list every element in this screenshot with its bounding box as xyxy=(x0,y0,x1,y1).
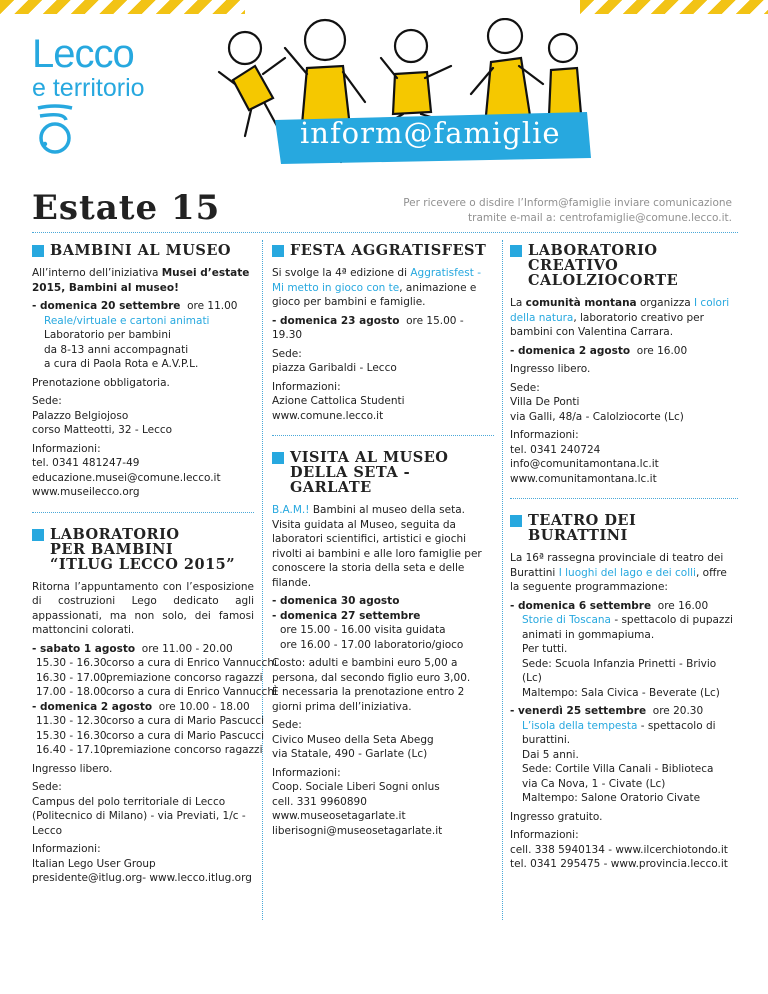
section-title: LABORATORIO PER BAMBINI “ITLUG LECCO 2015” xyxy=(50,525,236,573)
show1-title: Storie di Toscana xyxy=(522,614,611,626)
show2-details: Dai 5 anni. Sede: Cortile Villa Canali - Biblioteca via Ca Nova, 1 - Civate (Lc) Maltempo: Salone Oratorio Civate xyxy=(522,748,714,804)
entry-note: Ingresso libero. xyxy=(510,363,591,375)
event-title: Reale/virtuale e cartoni animati xyxy=(44,314,210,327)
show1-time: ore 16.00 xyxy=(657,599,709,612)
event-details: Laboratorio per bambini da 8-13 anni accompagnati a cura di Paola Rota e A.V.P.L. xyxy=(44,329,199,370)
info: Informazioni: tel. 0341 240724 info@comunitamontana.lc.it www.comunitamontana.lc.it xyxy=(510,429,659,485)
section-square-icon xyxy=(272,245,284,257)
schedule-row xyxy=(32,729,265,744)
section-header xyxy=(510,513,738,543)
intro-text: Bambini al museo della seta. Visita guidata al Museo, seguita da laboratori scientifici, artistici e giochi rivolti ai bambini e alle loro famiglie per conoscere la storia della seta e delle filande. xyxy=(272,504,482,589)
contact-line-1: Per ricevere o disdire l’Inform@famiglie inviare comunicazione xyxy=(403,197,732,209)
intro-text: organizza xyxy=(636,297,694,309)
section-square-icon xyxy=(510,245,522,257)
column-3 xyxy=(510,243,738,876)
section-intro xyxy=(32,266,254,295)
day1-date: - sabato 1 agosto xyxy=(32,642,136,655)
venue: Sede: Campus del polo territoriale di Lecco (Politecnico di Milano) - via Previati, 1/c - Lecco xyxy=(32,781,246,837)
row-activity: corso a cura di Enrico Vannucchi xyxy=(106,686,277,698)
info: Informazioni: Italian Lego User Group presidente@itlug.org- www.lecco.itlug.org xyxy=(32,843,252,884)
section-title: VISITA AL MUSEO DELLA SETA - GARLATE xyxy=(290,449,449,496)
section-title: BAMBINI AL MUSEO xyxy=(50,242,232,259)
intro-text: All’interno dell’iniziativa xyxy=(32,267,159,279)
top-stripe-left xyxy=(0,0,245,14)
intro-highlight: comunità montana xyxy=(525,297,637,309)
show2-title: L’isola della tempesta xyxy=(522,719,638,732)
top-stripe-right xyxy=(580,0,768,14)
cost-note: Costo: adulti e bambini euro 5,00 a persona, dal secondo figlio euro 3,00. È necessaria la prenotazione entro 2 giorni prima dell’iniziativa. xyxy=(272,657,471,713)
section-header xyxy=(32,527,254,572)
schedule-row xyxy=(32,671,263,686)
intro-text: , offre la seguente programmazione: xyxy=(510,566,727,593)
show2-date: - venerdì 25 settembre xyxy=(510,705,647,717)
show1-title-line xyxy=(510,613,738,628)
intro-text: Si svolge la 4ª edizione di xyxy=(272,267,407,279)
day1-time: ore 11.00 - 20.00 xyxy=(141,642,233,655)
section-square-icon xyxy=(272,452,284,464)
event-date-1: - domenica 30 agosto xyxy=(272,595,400,607)
day2-time: ore 10.00 - 18.00 xyxy=(158,700,250,713)
row-time: 11.30 - 12.30 xyxy=(36,715,107,727)
show1-desc: - spettacolo di pupazzi xyxy=(610,614,733,626)
day1-line xyxy=(32,642,254,657)
event-date: - domenica 20 settembre xyxy=(32,300,181,312)
intro-highlight: I luoghi del lago e dei colli xyxy=(558,566,696,579)
section-intro xyxy=(272,503,494,590)
event-date-2: - domenica 27 settembre xyxy=(272,609,421,622)
row-time: 15.30 - 16.30 xyxy=(36,729,107,742)
section-lego xyxy=(32,525,277,886)
event-time: ore 11.00 xyxy=(187,300,238,312)
schedule-row xyxy=(32,714,265,729)
column-1 xyxy=(32,242,277,890)
venue: Sede: piazza Garibaldi - Lecco xyxy=(272,347,397,374)
section-header xyxy=(32,243,254,258)
section-museo xyxy=(32,243,254,500)
section-divider xyxy=(32,512,254,513)
section-intro xyxy=(272,266,494,310)
row-activity: corso a cura di Enrico Vannucchi xyxy=(106,657,277,669)
row-time: 15.30 - 16.30 xyxy=(36,657,107,669)
section-burattini xyxy=(510,513,738,872)
show2-desc: - spettacolo di burattini. xyxy=(522,719,716,746)
row-activity: corso a cura di Mario Pascucci xyxy=(106,715,265,727)
contact-line-2: tramite e-mail a: centrofamiglie@comune.lecco.it. xyxy=(468,212,732,224)
day1-schedule xyxy=(32,656,277,700)
section-intro xyxy=(510,296,738,340)
schedule-row xyxy=(32,656,277,671)
event-time: ore 15.00 - 19.30 xyxy=(272,314,464,341)
section-header xyxy=(272,450,494,495)
section-title: FESTA AGGRATISFEST xyxy=(290,242,487,259)
section-square-icon xyxy=(32,529,44,541)
intro-highlight: B.A.M.! xyxy=(272,504,310,516)
page-title: Estate 15 xyxy=(32,188,221,228)
info: Informazioni: Azione Cattolica Studenti www.comune.lecco.it xyxy=(272,380,405,422)
day2-line xyxy=(32,700,254,715)
row-activity: corso a cura di Mario Pascucci xyxy=(106,729,265,742)
event-date: - domenica 2 agosto xyxy=(510,344,631,357)
column-divider-2 xyxy=(502,240,503,920)
venue: Sede: Villa De Ponti via Galli, 48/a - Calolziocorte (Lc) xyxy=(510,381,684,423)
event-time: ore 16.00 xyxy=(636,344,688,357)
column-2 xyxy=(272,243,494,842)
intro-text: La 16ª rassegna provinciale di teatro dei Burattini xyxy=(510,552,724,579)
intro-highlight: Aggratisfest - Mi metto in gioco con te xyxy=(272,267,481,294)
row-activity: premiazione concorso ragazzi xyxy=(106,671,263,684)
day2-schedule xyxy=(32,714,265,758)
section-intro: Ritorna l’appuntamento con l’esposizione di costruzioni Lego dedicato agli appassionati, ma non solo, dei famosi mattoncini colorati. xyxy=(32,580,254,636)
show2-title-line xyxy=(510,719,738,748)
info: Informazioni: tel. 0341 481247-49 educazione.musei@comune.lecco.it www.museilecco.org xyxy=(32,442,221,498)
event-date-line xyxy=(272,314,494,343)
section-header xyxy=(272,243,494,258)
show1-date: - domenica 6 settembre xyxy=(510,599,652,612)
intro-text: , laboratorio creativo per bambini con Valentina Carrara. xyxy=(510,311,704,338)
section-title: LABORATORIO CREATIVO CALOLZIOCORTE xyxy=(528,242,679,289)
section-title: TEATRO DEI BURATTINI xyxy=(528,512,637,544)
intro-text: , animazione e gioco per bambini e famiglie. xyxy=(272,281,477,308)
show2-time: ore 20.30 xyxy=(652,705,704,717)
brand-title: Lecco xyxy=(32,32,134,76)
schedule-row xyxy=(32,685,277,700)
info: Informazioni: Coop. Sociale Liberi Sogni onlus cell. 331 9960890 www.museosetagarlate.it liberisogni@museosetagarlate.it xyxy=(272,766,443,837)
entry-note: Ingresso gratuito. xyxy=(510,810,603,823)
show1-line xyxy=(510,599,738,614)
brand-subtitle: e territorio xyxy=(32,74,145,102)
section-divider xyxy=(510,498,738,499)
venue: Sede: Civico Museo della Seta Abegg via Statale, 490 - Garlate (Lc) xyxy=(272,719,434,760)
event-date: - domenica 23 agosto xyxy=(272,314,400,327)
section-square-icon xyxy=(32,245,44,257)
section-fest xyxy=(272,243,494,423)
header-divider xyxy=(32,232,738,233)
section-intro xyxy=(510,551,738,595)
venue: Sede: Palazzo Belgiojoso corso Matteotti, 32 - Lecco xyxy=(32,395,173,436)
section-seta xyxy=(272,450,494,838)
day2-date: - domenica 2 agosto xyxy=(32,700,153,713)
row-time: 17.00 - 18.00 xyxy=(36,686,107,698)
event-date-line xyxy=(510,344,738,359)
section-header xyxy=(510,243,738,288)
intro-highlight: Musei d’estate 2015, Bambini al museo! xyxy=(32,267,250,294)
event-schedule: ore 15.00 - 16.00 visita guidata ore 16.00 - 17.00 laboratorio/gioco xyxy=(280,624,464,651)
show2-line xyxy=(510,704,738,719)
section-divider xyxy=(272,435,494,436)
schedule-row xyxy=(32,743,263,758)
row-time: 16.40 - 17.10 xyxy=(36,744,107,756)
entry-note: Ingresso libero. xyxy=(32,762,113,775)
column-divider-1 xyxy=(262,240,263,920)
banner-title: inform@famiglie xyxy=(300,116,561,150)
info: Informazioni: cell. 338 5940134 - www.ilcerchiotondo.it tel. 0341 295475 - www.provincia.lecco.it xyxy=(510,829,728,870)
intro-highlight: I colori della natura xyxy=(510,297,730,324)
show1-details: animati in gommapiuma. Per tutti. Sede: Scuola Infanzia Prinetti - Brivio (Lc) Maltempo: Sala Civica - Beverate (Lc) xyxy=(522,628,720,699)
contact-note xyxy=(403,196,732,226)
event-date-line xyxy=(32,299,254,314)
row-time: 16.30 - 17.00 xyxy=(36,671,107,684)
intro-text: La xyxy=(510,297,523,309)
section-calolzio xyxy=(510,243,738,486)
row-activity: premiazione concorso ragazzi xyxy=(106,744,263,756)
booking-note: Prenotazione obbligatoria. xyxy=(32,376,170,389)
brand-mark-icon xyxy=(30,104,80,156)
section-square-icon xyxy=(510,515,522,527)
